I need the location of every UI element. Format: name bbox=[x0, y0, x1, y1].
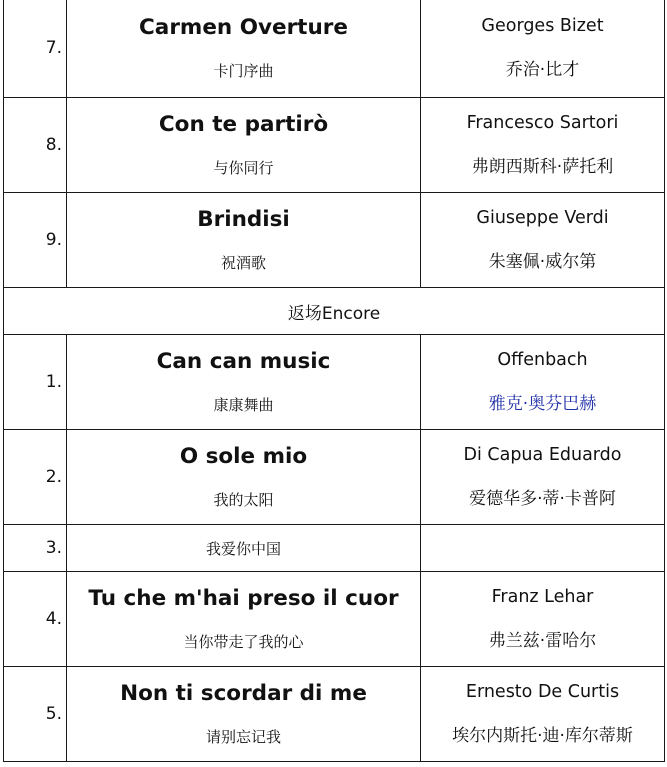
table-row bbox=[4, 667, 665, 762]
composer-name-en: Franz Lehar bbox=[491, 587, 594, 607]
item-number: 8. bbox=[4, 98, 67, 193]
composer-name-en: Georges Bizet bbox=[481, 16, 604, 36]
item-number: 4. bbox=[4, 572, 67, 667]
piece-title-en: O sole mio bbox=[179, 444, 308, 469]
composer-cell bbox=[421, 98, 665, 193]
piece-title-en: Tu che m'hai preso il cuor bbox=[88, 586, 399, 611]
table-row bbox=[4, 430, 665, 525]
composer-cell bbox=[421, 0, 665, 98]
composer-cell bbox=[421, 667, 665, 762]
item-number: 1. bbox=[4, 335, 67, 430]
composer-name-en: Francesco Sartori bbox=[466, 113, 619, 133]
table-row bbox=[4, 335, 665, 430]
piece-title-en: Can can music bbox=[156, 349, 331, 374]
composer-name-cn: 弗兰兹·雷哈尔 bbox=[488, 631, 597, 651]
table-row bbox=[4, 0, 665, 98]
composer-cell-empty bbox=[421, 525, 665, 572]
composer-name-en: Ernesto De Curtis bbox=[465, 682, 620, 702]
composer-cell bbox=[421, 572, 665, 667]
piece-title-en: Brindisi bbox=[197, 207, 290, 232]
piece-title-cn: 当你带走了我的心 bbox=[183, 633, 304, 651]
item-number: 2. bbox=[4, 430, 67, 525]
encore-section-row bbox=[4, 288, 665, 335]
composer-name-en: Di Capua Eduardo bbox=[463, 445, 622, 465]
encore-section-label: 返场Encore bbox=[4, 288, 665, 335]
composer-name-cn: 爱德华多·蒂·卡普阿 bbox=[469, 489, 616, 509]
composer-name-en: Offenbach bbox=[497, 350, 588, 370]
table-row bbox=[4, 193, 665, 288]
piece-title-en: Carmen Overture bbox=[139, 15, 348, 40]
item-number: 7. bbox=[4, 0, 67, 98]
composer-name-cn: 埃尔内斯托·迪·库尔蒂斯 bbox=[452, 726, 633, 746]
program-table bbox=[3, 0, 665, 762]
piece-title-en: Non ti scordar di me bbox=[120, 681, 367, 706]
piece-title-cell bbox=[67, 667, 421, 762]
composer-cell bbox=[421, 430, 665, 525]
piece-title-cell bbox=[67, 0, 421, 98]
table-row bbox=[4, 98, 665, 193]
piece-title-cn: 康康舞曲 bbox=[213, 396, 274, 414]
piece-title-cn: 与你同行 bbox=[213, 159, 274, 177]
composer-name-cn: 弗朗西斯科·萨托利 bbox=[471, 157, 614, 177]
composer-name-cn: 朱塞佩·威尔第 bbox=[488, 252, 597, 272]
piece-title-cell bbox=[67, 430, 421, 525]
item-number: 5. bbox=[4, 667, 67, 762]
composer-name-en: Giuseppe Verdi bbox=[476, 208, 609, 228]
piece-title-cn: 我的太阳 bbox=[213, 491, 274, 509]
item-number: 3. bbox=[4, 525, 67, 572]
piece-title-cell bbox=[67, 98, 421, 193]
piece-title-en: Con te partirò bbox=[158, 112, 329, 137]
piece-title-cn: 祝酒歌 bbox=[220, 254, 266, 272]
table-row bbox=[4, 525, 665, 572]
composer-cell bbox=[421, 193, 665, 288]
piece-title-cn: 请别忘记我 bbox=[205, 728, 281, 746]
table-row bbox=[4, 572, 665, 667]
composer-name-cn: 乔治·比才 bbox=[505, 60, 580, 80]
piece-title-cn: 卡门序曲 bbox=[213, 62, 274, 80]
composer-cell bbox=[421, 335, 665, 430]
piece-title-cell bbox=[67, 335, 421, 430]
piece-title-cn: 我爱你中国 bbox=[67, 525, 421, 572]
piece-title-cell bbox=[67, 572, 421, 667]
piece-title-cell bbox=[67, 193, 421, 288]
composer-name-cn: 雅克·奥芬巴赫 bbox=[488, 394, 597, 414]
item-number: 9. bbox=[4, 193, 67, 288]
